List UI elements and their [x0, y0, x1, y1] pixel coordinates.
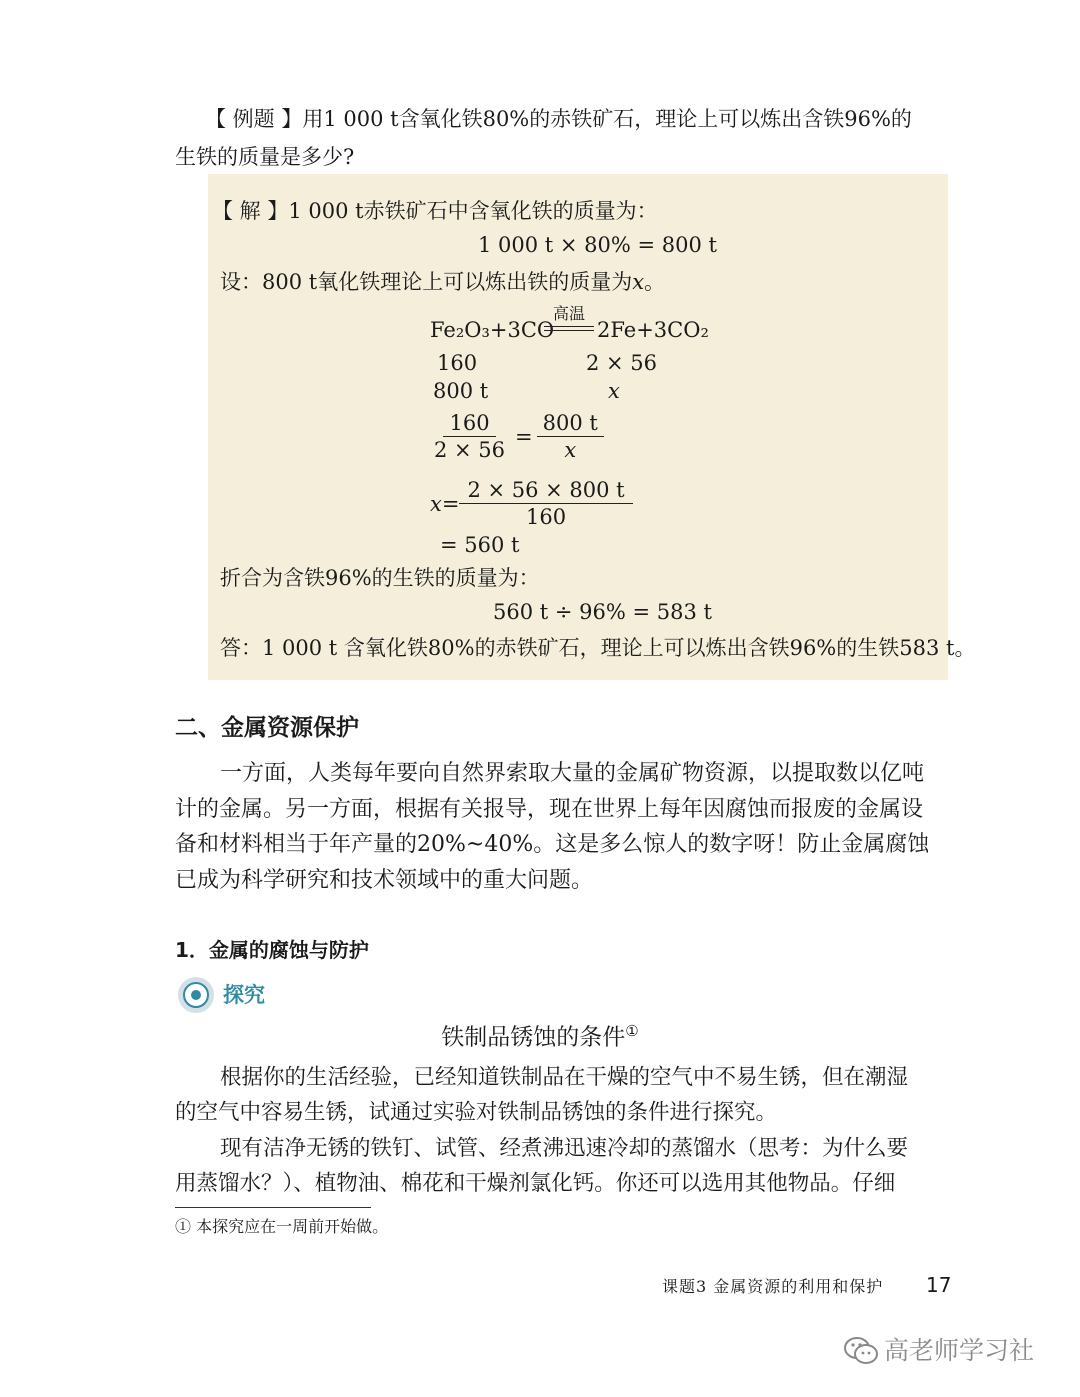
- mass-2x56: 2 × 56: [586, 351, 658, 375]
- fraction-2-numerator: 800 t: [537, 410, 604, 437]
- mass-800t: 800 t: [433, 379, 489, 403]
- fraction-3: [459, 477, 632, 530]
- explore-para-2-line-1: 现有洁净无锈的铁钉、试管、经煮沸迅速冷却的蒸馏水（思考：为什么要: [220, 1136, 909, 1161]
- solution-line-1: 【 解 】1 000 t赤铁矿石中含氧化铁的质量为：: [212, 199, 658, 223]
- mass-160: 160: [437, 351, 478, 375]
- fraction-2-denominator: x: [564, 438, 577, 462]
- convert-line: 折合为含铁96%的生铁的质量为：: [220, 566, 540, 590]
- x-result: = 560 t: [440, 533, 520, 557]
- section-para-line-3: 备和材料相当于年产量的20%~40%。这是多么惊人的数字呀！防止金属腐蚀: [175, 832, 930, 857]
- mass-x: x: [608, 379, 620, 403]
- fraction-2: [537, 410, 604, 463]
- equation-left: Fe₂O₃+3CO: [430, 318, 555, 342]
- let-line: 设：800 t氧化铁理论上可以炼出铁的质量为x。: [220, 270, 666, 294]
- equation-arrow-line-2: [544, 330, 594, 331]
- proportion: [428, 410, 604, 463]
- page-number: 17: [926, 1273, 952, 1297]
- example-line-1: 【 例题 】用1 000 t含氧化铁80%的赤铁矿石，理论上可以炼出含铁96%的: [205, 107, 912, 131]
- footnote: ① 本探究应在一周前开始做。: [175, 1217, 389, 1236]
- fraction-1: [428, 410, 511, 463]
- equation-right: 2Fe+3CO₂: [597, 318, 709, 342]
- x-lhs: x=: [430, 491, 460, 516]
- explore-title: 铁制品锈蚀的条件①: [441, 1022, 639, 1051]
- fraction-1-denominator: 2 × 56: [434, 438, 506, 462]
- subsection-heading: 1．金属的腐蚀与防护: [175, 938, 369, 962]
- watermark-text: 高老师学习社: [884, 1336, 1035, 1365]
- explore-para-2-line-2: 用蒸馏水？）、植物油、棉花和干燥剂氯化钙。你还可以选用其他物品。仔细: [175, 1171, 896, 1196]
- section-para-line-4: 已成为科学研究和技术领域中的重大问题。: [175, 868, 594, 893]
- explore-target-icon: [176, 975, 216, 1015]
- fraction-3-denominator: 160: [525, 505, 567, 529]
- calc-2: 560 t ÷ 96% = 583 t: [493, 600, 712, 624]
- proportion-equals: =: [515, 424, 533, 449]
- answer-line: 答：1 000 t 含氧化铁80%的赤铁矿石，理论上可以炼出含铁96%的生铁583 t。: [220, 636, 976, 660]
- footer-chapter: 课题3 金属资源的利用和保护: [662, 1277, 884, 1296]
- x-expression: [430, 477, 633, 530]
- wechat-icon: [843, 1335, 879, 1367]
- calc-1: 1 000 t × 80% = 800 t: [478, 233, 717, 257]
- section-para-line-1: 一方面，人类每年要向自然界索取大量的金属矿物资源，以提取数以亿吨: [220, 761, 925, 786]
- equation-condition: 高温: [552, 304, 585, 323]
- explore-para-1-line-1: 根据你的生活经验，已经知道铁制品在干燥的空气中不易生锈，但在潮湿: [220, 1065, 909, 1090]
- fraction-3-numerator: 2 × 56 × 800 t: [459, 477, 632, 504]
- footnote-divider: [175, 1207, 371, 1208]
- section-heading: 二、金属资源保护: [175, 715, 359, 741]
- explore-para-1-line-2: 的空气中容易生锈，试通过实验对铁制品锈蚀的条件进行探究。: [175, 1100, 778, 1125]
- title-footnote-mark: ①: [625, 1022, 639, 1040]
- explore-label: 探究: [223, 983, 265, 1007]
- equation-arrow-line-1: [544, 326, 594, 327]
- fraction-1-numerator: 160: [443, 410, 495, 437]
- example-line-2: 生铁的质量是多少?: [175, 145, 355, 169]
- section-para-line-2: 计的金属。另一方面，根据有关报导，现在世界上每年因腐蚀而报废的金属设: [175, 797, 924, 822]
